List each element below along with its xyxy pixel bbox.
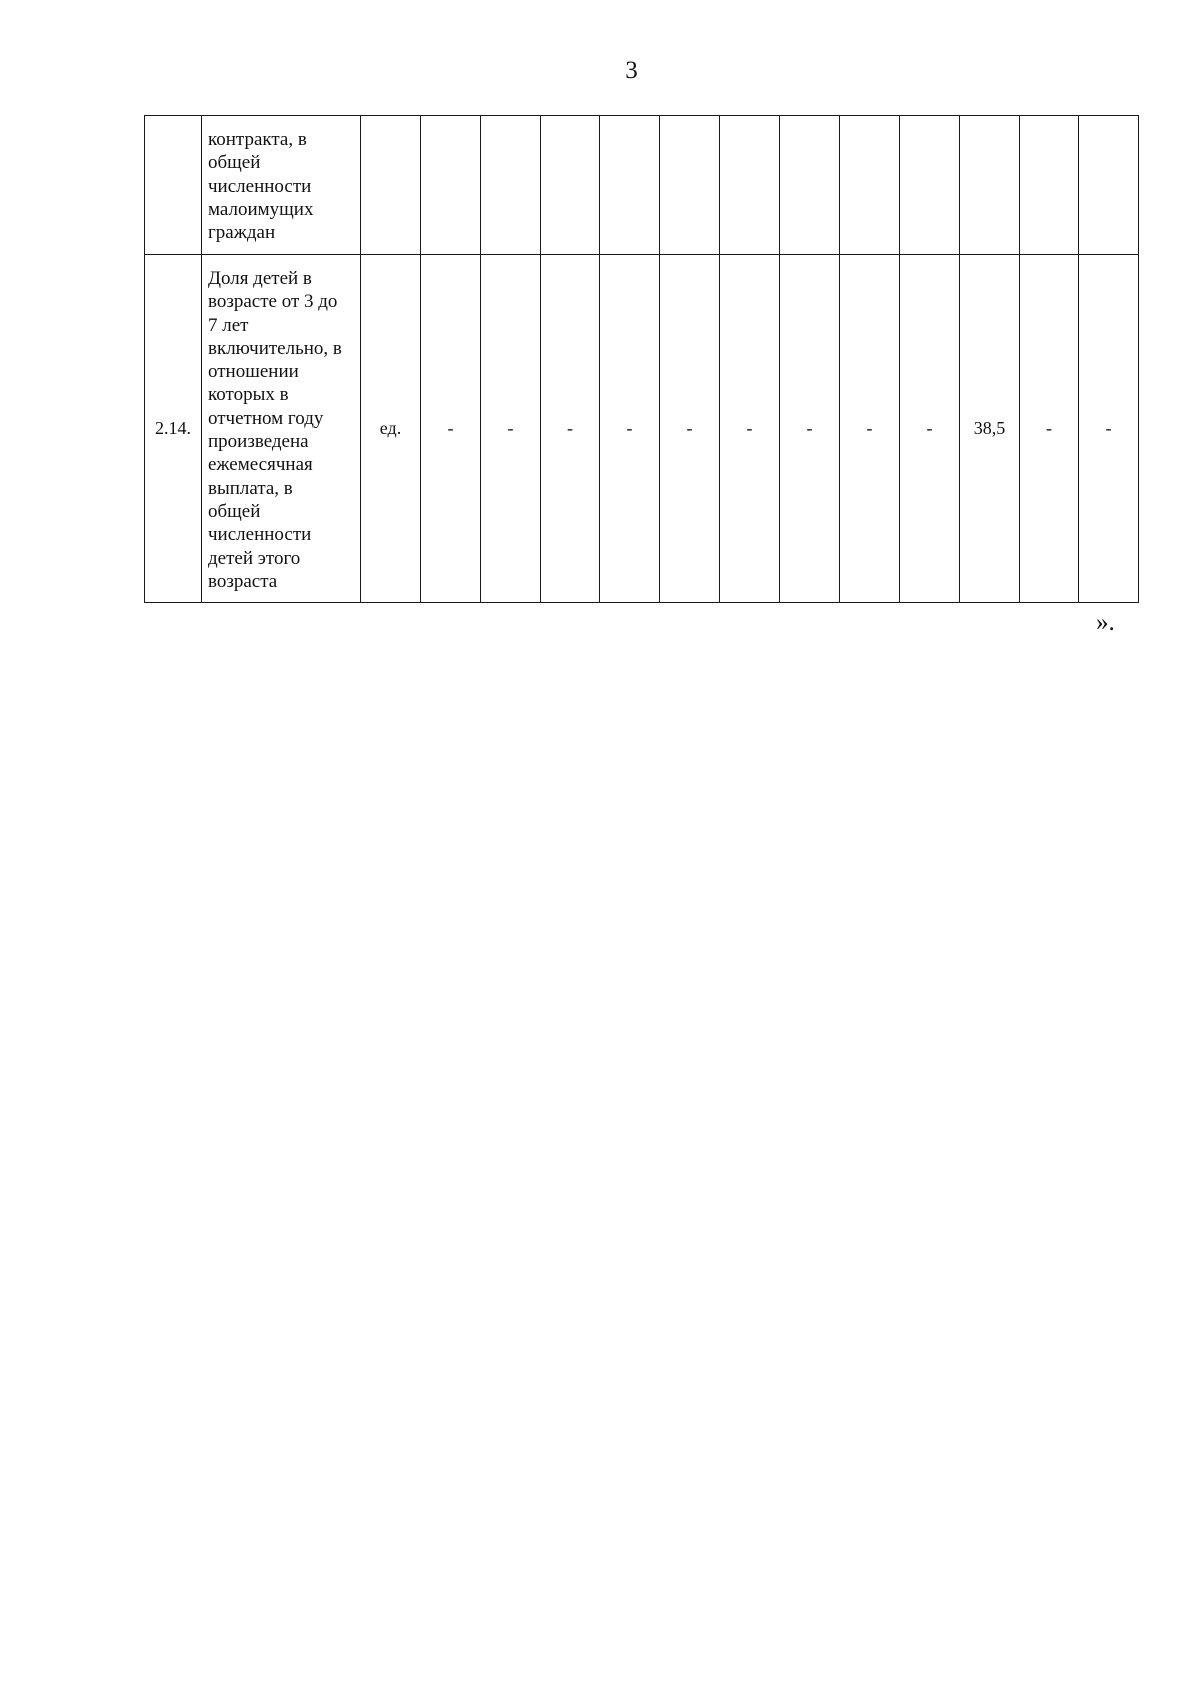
value-cell: -	[600, 255, 660, 603]
table-row	[145, 255, 1139, 603]
indicator-name-line: контракта, в	[208, 129, 307, 150]
value-cell: -	[1079, 255, 1139, 603]
indicator-name-line: включительно, в	[208, 337, 342, 359]
value-cell: -	[900, 255, 960, 603]
value-cell	[780, 116, 840, 255]
value-cell: -	[780, 255, 840, 603]
table-row	[145, 116, 1139, 255]
value-cell: -	[421, 255, 481, 603]
page-number: 3	[625, 57, 638, 84]
indicator-name-line: малоимущих	[208, 198, 314, 220]
value-cell: -	[481, 255, 541, 603]
value-cell	[1079, 116, 1139, 255]
value-cell	[660, 116, 720, 255]
value-cell	[600, 116, 660, 255]
indicator-table	[144, 115, 1139, 603]
indicator-name-line: отчетном году	[208, 407, 324, 429]
indicator-name-line: Доля детей в	[208, 268, 312, 289]
indicator-name-line: произведена	[208, 431, 309, 453]
value-cell	[840, 116, 900, 255]
indicator-name-line: отношении	[208, 361, 299, 383]
value-cell: 38,5	[960, 255, 1020, 603]
indicator-name-line: общей	[208, 500, 261, 522]
indicator-name-line: детей этого	[208, 547, 301, 569]
value-cell: -	[541, 255, 600, 603]
row-number-cell	[145, 116, 202, 255]
value-cell	[720, 116, 780, 255]
closing-quote: ».	[1096, 609, 1115, 636]
value-cell: -	[720, 255, 780, 603]
table-body	[145, 116, 1139, 603]
indicator-name-line: выплата, в	[208, 477, 293, 499]
indicator-name-line: ежемесячная	[208, 454, 313, 476]
indicator-name-line: 7 лет	[208, 314, 249, 336]
indicator-name-line: общей	[208, 152, 261, 174]
unit-cell: ед.	[361, 255, 421, 603]
indicator-name-cell	[202, 116, 361, 255]
value-cell: -	[1020, 255, 1079, 603]
indicator-name-line: возраста	[208, 570, 278, 592]
value-cell	[960, 116, 1020, 255]
value-cell	[481, 116, 541, 255]
indicator-name-line: которых в	[208, 384, 289, 406]
value-cell	[541, 116, 600, 255]
value-cell: -	[840, 255, 900, 603]
row-number-cell: 2.14.	[145, 255, 202, 603]
value-cell: -	[660, 255, 720, 603]
indicator-name-line: численности	[208, 175, 312, 197]
indicator-name-cell	[202, 255, 361, 603]
indicator-name-line: граждан	[208, 222, 276, 244]
indicator-name-line: численности	[208, 524, 312, 546]
value-cell	[1020, 116, 1079, 255]
value-cell	[900, 116, 960, 255]
unit-cell	[361, 116, 421, 255]
value-cell	[421, 116, 481, 255]
indicator-name-line: возрасте от 3 до	[208, 291, 338, 313]
